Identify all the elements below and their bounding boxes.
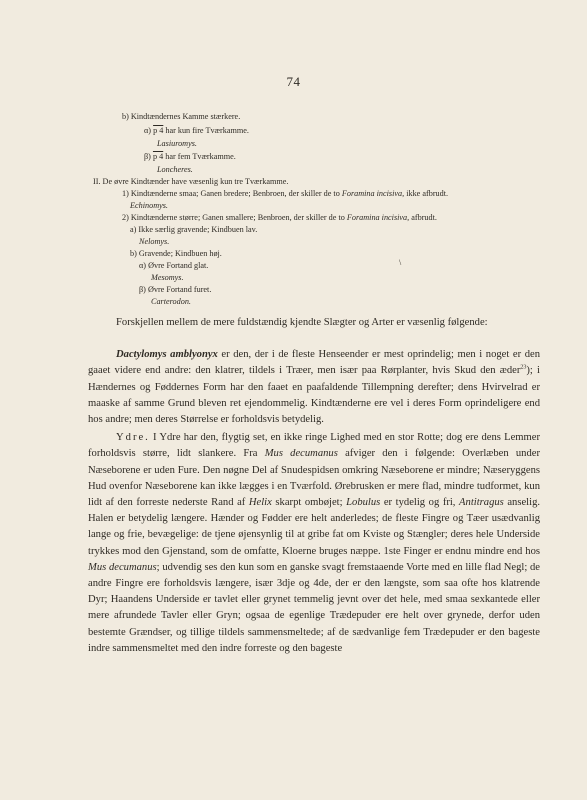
key-text: 2) Kindtænderne større; Ganen smallere; Benbroen, der skiller de to bbox=[122, 213, 345, 222]
footnote-ref: 23 bbox=[520, 364, 527, 371]
species-mus-decumanus: Mus decumanus bbox=[88, 561, 157, 573]
paragraph-ydre bbox=[88, 430, 540, 657]
genus-carterodon: Carterodon. bbox=[151, 297, 191, 306]
key-marker: α) bbox=[144, 126, 152, 135]
key-text: har fem Tværkamme. bbox=[165, 152, 236, 161]
term-antitragus: Antitragus bbox=[459, 497, 504, 509]
key-line-2 bbox=[122, 212, 437, 224]
section-heading-ydre: Ydre. bbox=[116, 432, 150, 444]
genus-echinomys: Echinomys. bbox=[130, 201, 168, 210]
key-line-beta-p4 bbox=[144, 151, 236, 163]
term-helix: Helix bbox=[248, 497, 272, 509]
genus-lasiuromys: Lasiuromys. bbox=[157, 139, 197, 148]
term-foramina-incisiva: Foramina incisiva, bbox=[346, 213, 410, 222]
term-foramina-incisiva: Foramina incisiva, bbox=[341, 189, 405, 198]
key-line-a-gravende: a) Ikke særlig gravende; Kindbuen lav. bbox=[130, 225, 258, 234]
paragraph-text: ; udvendig ses den kun som en ganske svagt fremstaaende Vorte med en lille flad Negl; de andre Fingre ere forholdsvis længere, især 3dje og 4de, der er den længste, som saa ofte hos klatrende Dyr; Haandens Underside er tavlet eller grynet temmelig jevnt over det hele, med smaa sexkantede eller mere afrundede Tavler eller Gryn; ogsaa de egenlige Trædepuder ere helt over grynede, derfor uden bestemte Grændser, og tillige tildels sammensmeltede; af de sædvanlige fem Trædepuder er den bageste indre sammensmeltet med den indre forreste og den bageste bbox=[88, 561, 540, 654]
genus-loncheres: Loncheres. bbox=[157, 165, 193, 174]
key-line-alpha-fortand: α) Øvre Fortand glat. bbox=[139, 261, 209, 270]
species-dactylomys-amblyonyx: Dactylomys amblyonyx bbox=[116, 349, 218, 361]
page-number: 74 bbox=[286, 74, 301, 89]
stray-mark: \ bbox=[399, 258, 402, 267]
main-text bbox=[88, 315, 540, 659]
paragraph-dactylomys bbox=[88, 347, 540, 428]
paragraph-text: ); i Hændernes og Føddernes Form har den faaet en paafaldende Tillempning derefter; dens Hvirvelrad er maaske af samme Grund bleven ret ejendommelig. Kindtænderne ere vel i deres Form oprindeligere end hos andre; men deres Størrelse er forholdsvis betydelig. bbox=[88, 365, 540, 426]
key-text: 1) Kindtænderne smaa; Ganen bredere; Benbroen, der skiller de to bbox=[122, 189, 340, 198]
paragraph-text: er tydelig og fri, bbox=[383, 497, 456, 509]
key-line-b-gravende: b) Gravende; Kindbuen høj. bbox=[130, 249, 222, 258]
key-text: afbrudt. bbox=[411, 213, 437, 222]
paragraph-text: anselig. Halen er betydelig længere. Hænder og Fødder ere helt anderledes; de fleste Fingre og Tæer usædvanlig lange og frie, bevægelige: de tjene øjensynlig til at gribe fat om Kviste og Stængler; deres hele Underside trykkes mod den Gjenstand, som de omfatte, Kloerne bruges næppe. 1ste Finger er endnu mindre end hos bbox=[88, 497, 541, 557]
paragraph-text: afviger den i følgende: Overlæben under Næseborene er uden Fure. Den nøgne Del af Snudespidsen omkring Næseborene er mindre; Næseryggens Hud ovenfor Næseborene kan ikke lægges i en Tværfold. Ørebrusken er mere flad, mindre tudformet, kun lidt af den forreste nederste Rand af bbox=[88, 448, 540, 509]
key-line-II: II. De øvre Kindtænder have væsenlig kun tre Tværkamme. bbox=[93, 177, 289, 186]
paragraph-text: er den, der i de fleste Henseender er mest oprindelig; men i noget er den gaaet videre end andre: den klatrer, tildels i Træer, men især paa Rørplanter, hvis Skud den æder bbox=[88, 349, 540, 377]
tooth-notation: p 4 bbox=[153, 126, 164, 135]
key-text: har kun fire Tværkamme. bbox=[165, 126, 249, 135]
intro-paragraph: Forskjellen mellem de mere fuldstændig kjendte Slægter og Arter er væsenlig følgende: bbox=[116, 317, 488, 328]
key-marker: β) bbox=[144, 152, 151, 161]
term-lobulus: Lobulus bbox=[346, 497, 381, 509]
key-line-b-kamme: b) Kindtændernes Kamme stærkere. bbox=[122, 112, 241, 121]
genus-nelomys: Nelomys. bbox=[139, 237, 170, 246]
key-line-beta-fortand: β) Øvre Fortand furet. bbox=[139, 285, 212, 294]
tooth-notation: p 4 bbox=[152, 152, 164, 161]
key-line-alpha-p4 bbox=[144, 125, 249, 137]
paragraph-text: skarpt ombøjet; bbox=[275, 497, 343, 509]
genus-mesomys: Mesomys. bbox=[151, 273, 184, 282]
key-text: ikke afbrudt. bbox=[406, 189, 449, 198]
key-line-1 bbox=[122, 188, 448, 200]
species-mus-decumanus: Mus decumanus bbox=[264, 448, 338, 460]
paragraph-text: I Ydre har den, flygtig set, en ikke ringe Lighed med en stor Rotte; dog ere dens Lemmer forholdsvis større, lidt slankere. Fra bbox=[88, 432, 540, 460]
